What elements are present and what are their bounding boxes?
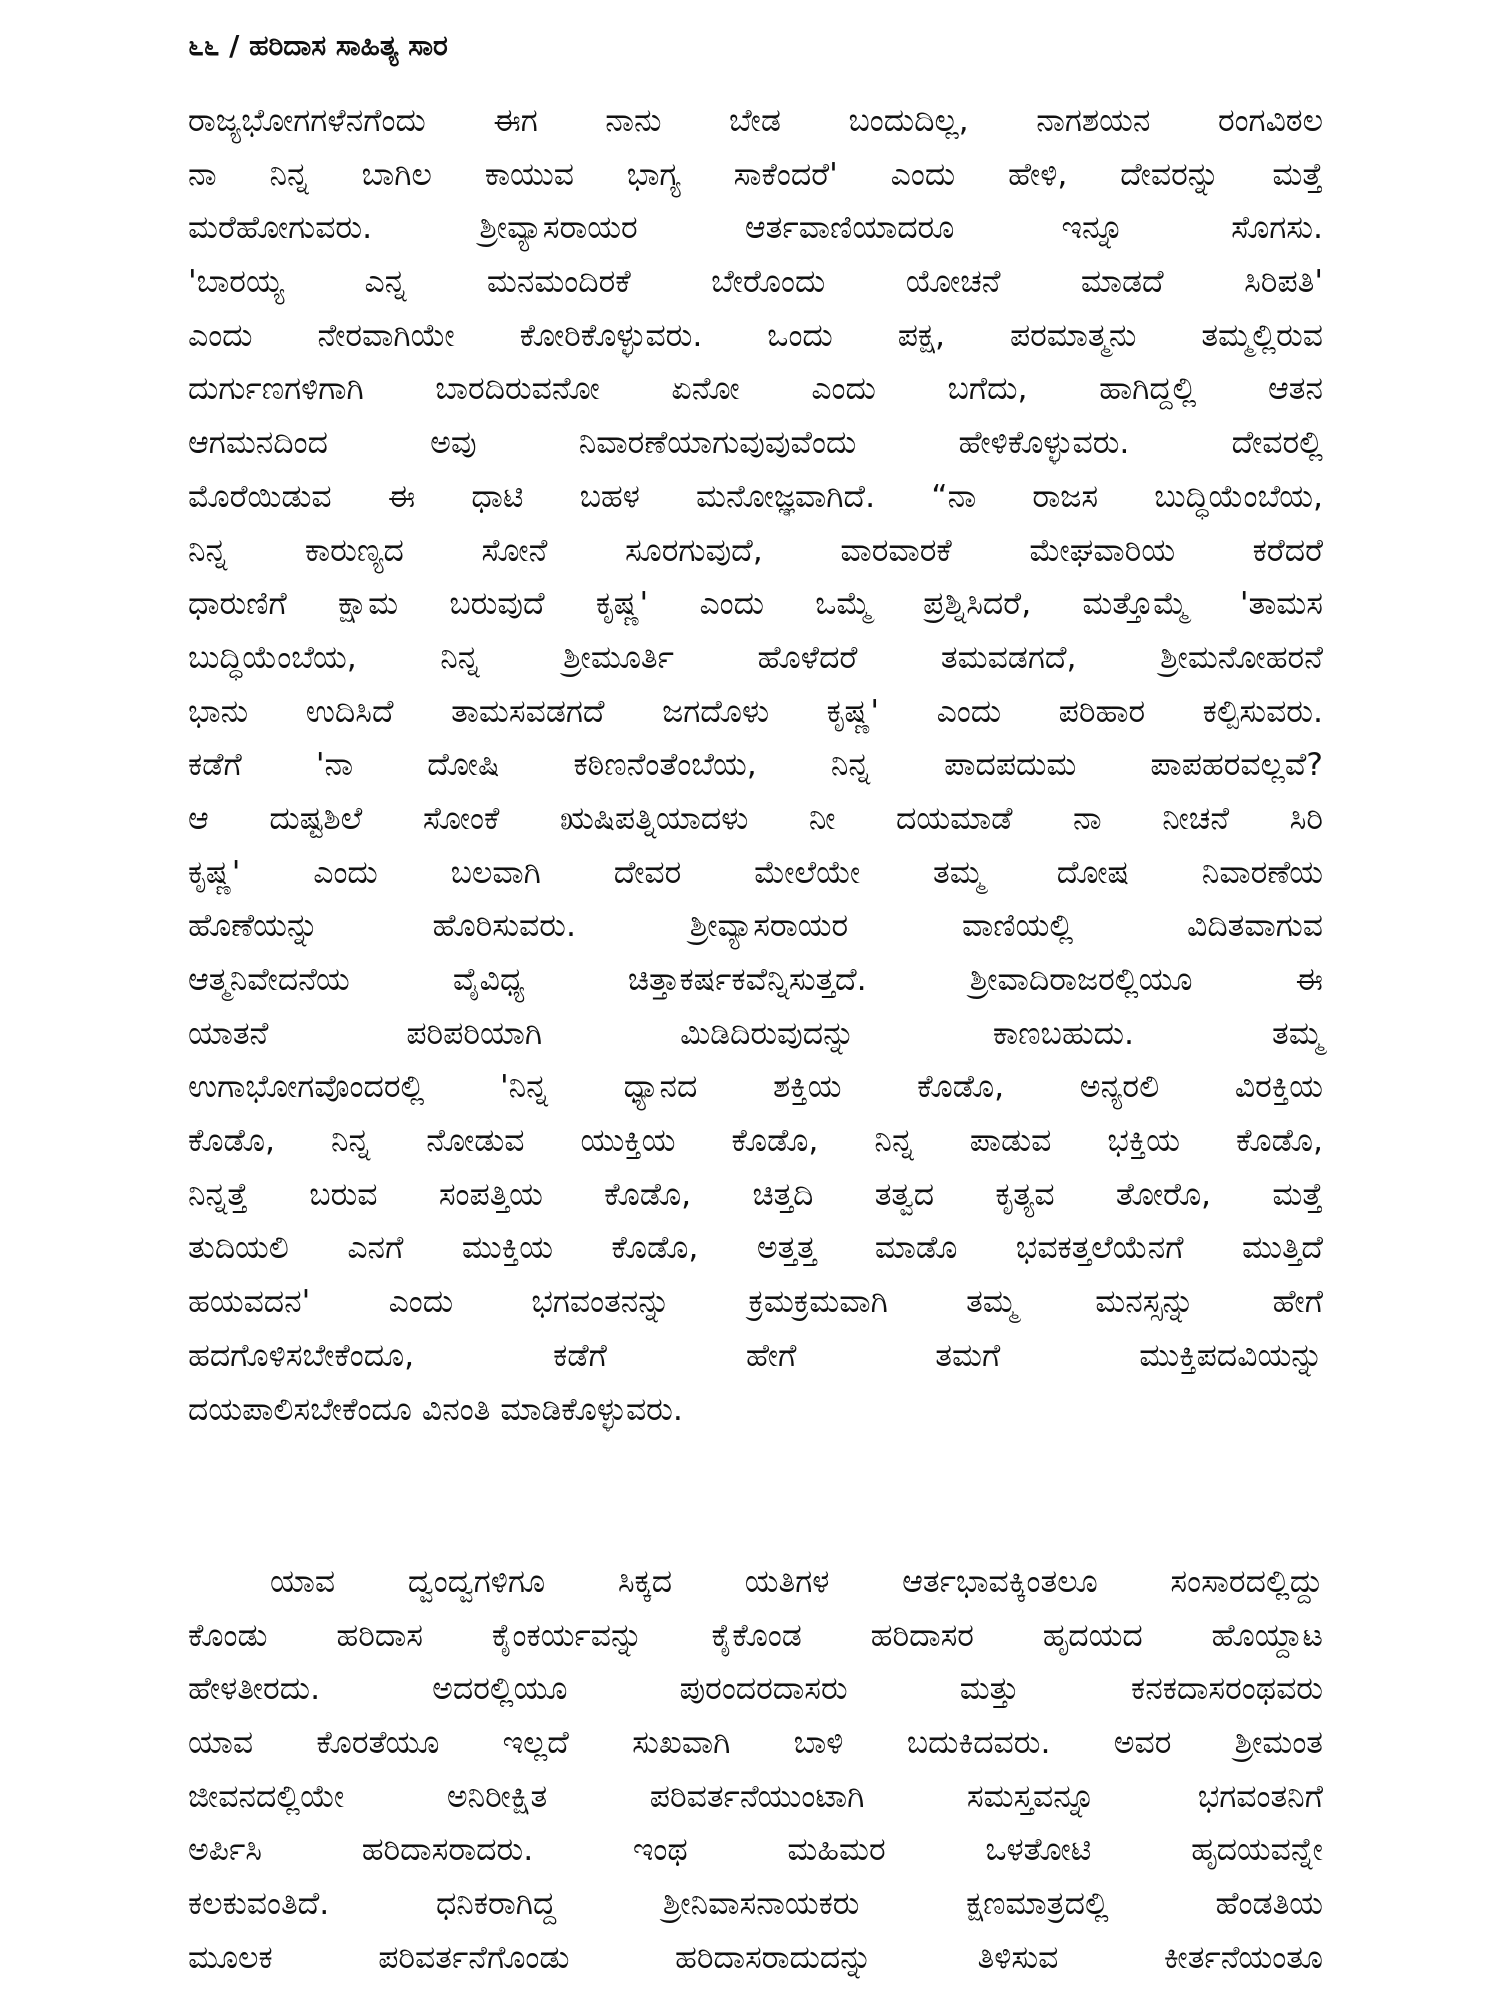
text-line: ಉಗಾಭೋಗವೊಂದರಲ್ಲಿ 'ನಿನ್ನ ಧ್ಯಾನದ ಶಕ್ತಿಯ ಕೊಡೊ, ಅನ್ಯರಲಿ ವಿರಕ್ತಿಯ bbox=[188, 1069, 1323, 1106]
text-line: ಆಗಮನದಿಂದ ಅವು ನಿವಾರಣೆಯಾಗುವುವುವೆಂದು ಹೇಳಿಕೊಳ್ಳುವರು. ದೇವರಲ್ಲಿ bbox=[188, 425, 1323, 462]
text-line: ಕೊಡೊ, ನಿನ್ನ ನೋಡುವ ಯುಕ್ತಿಯ ಕೊಡೊ, ನಿನ್ನ ಪಾಡುವ ಭಕ್ತಿಯ ಕೊಡೊ, bbox=[188, 1123, 1323, 1160]
text-line: ಬುದ್ಧಿಯೆಂಬೆಯ, ನಿನ್ನ ಶ್ರೀಮೂರ್ತಿ ಹೊಳೆದರೆ ತಮವಡಗದೆ, ಶ್ರೀಮನೋಹರನೆ bbox=[188, 639, 1323, 676]
text-line: ಕಡೆಗೆ 'ನಾ ದೋಷಿ ಕಠಿಣನೆಂತೆಂಬೆಯ, ನಿನ್ನ ಪಾದಪದುಮ ಪಾಪಹರವಲ್ಲವೆ? bbox=[188, 747, 1323, 784]
text-line: ಕೃಷ್ಣ' ಎಂದು ಬಲವಾಗಿ ದೇವರ ಮೇಲೆಯೇ ತಮ್ಮ ದೋಷ ನಿವಾರಣೆಯ bbox=[188, 854, 1323, 891]
text-line: ಭಾನು ಉದಿಸಿದೆ ತಾಮಸವಡಗದೆ ಜಗದೊಳು ಕೃಷ್ಣ' ಎಂದು ಪರಿಹಾರ ಕಲ್ಪಿಸುವರು. bbox=[188, 693, 1323, 730]
text-line: ಕಲಕುವಂತಿದೆ. ಧನಿಕರಾಗಿದ್ದ ಶ್ರೀನಿವಾಸನಾಯಕರು ಕ್ಷಣಮಾತ್ರದಲ್ಲಿ ಹೆಂಡತಿಯ bbox=[188, 1886, 1323, 1923]
text-line: ಜೀವನದಲ್ಲಿಯೇ ಅನಿರೀಕ್ಷಿತ ಪರಿವರ್ತನೆಯುಂಟಾಗಿ ಸಮಸ್ತವನ್ನೂ ಭಗವಂತನಿಗೆ bbox=[188, 1778, 1323, 1815]
running-head: ೬೬ / ಹರಿದಾಸ ಸಾಹಿತ್ಯ ಸಾರ bbox=[188, 29, 448, 62]
text-line: ಹೇಳತೀರದು. ಅದರಲ್ಲಿಯೂ ಪುರಂದರದಾಸರು ಮತ್ತು ಕನಕದಾಸರಂಥವರು bbox=[188, 1671, 1323, 1708]
text-line: ನಾ ನಿನ್ನ ಬಾಗಿಲ ಕಾಯುವ ಭಾಗ್ಯ ಸಾಕೆಂದರೆ' ಎಂದು ಹೇಳಿ, ದೇವರನ್ನು ಮತ್ತೆ bbox=[188, 156, 1323, 193]
text-line: ಎಂದು ನೇರವಾಗಿಯೇ ಕೋರಿಕೊಳ್ಳುವರು. ಒಂದು ಪಕ್ಷ, ಪರಮಾತ್ಮನು ತಮ್ಮಲ್ಲಿರುವ bbox=[188, 317, 1323, 354]
paragraph-2 bbox=[188, 1556, 1323, 1986]
text-line: ನಿನ್ನ ಕಾರುಣ್ಯದ ಸೋನೆ ಸೂರಗುವುದೆ, ವಾರವಾರಕೆ ಮೇಘವಾರಿಯ ಕರೆದರೆ bbox=[188, 532, 1323, 569]
text-line: ಹದಗೊಳಿಸಬೇಕೆಂದೂ, ಕಡೆಗೆ ಹೇಗೆ ತಮಗೆ ಮುಕ್ತಿಪದವಿಯನ್ನು bbox=[188, 1337, 1323, 1374]
text-line: ರಾಜ್ಯಭೋಗಗಳೆನಗೆಂದು ಈಗ ನಾನು ಬೇಡ ಬಂದುದಿಲ್ಲ, ನಾಗಶಯನ ರಂಗವಿಠಲ bbox=[188, 103, 1323, 139]
text-line: ಅರ್ಪಿಸಿ ಹರಿದಾಸರಾದರು. ಇಂಥ ಮಹಿಮರ ಒಳತೋಟಿ ಹೃದಯವನ್ನೇ bbox=[188, 1832, 1323, 1869]
text-line: ಹಯವದನ' ಎಂದು ಭಗವಂತನನ್ನು ಕ್ರಮಕ್ರಮವಾಗಿ ತಮ್ಮ ಮನಸ್ಸನ್ನು ಹೇಗೆ bbox=[188, 1284, 1323, 1321]
text-line: ಯಾತನೆ ಪರಿಪರಿಯಾಗಿ ಮಿಡಿದಿರುವುದನ್ನು ಕಾಣಬಹುದು. ತಮ್ಮ bbox=[188, 1015, 1323, 1052]
text-line: ಮೂಲಕ ಪರಿವರ್ತನೆಗೊಂಡು ಹರಿದಾಸರಾದುದನ್ನು ತಿಳಿಸುವ ಕೀರ್ತನೆಯಂತೂ bbox=[188, 1939, 1323, 1976]
text-line: ತುದಿಯಲಿ ಎನಗೆ ಮುಕ್ತಿಯ ಕೊಡೊ, ಅತ್ತತ್ತ ಮಾಡೊ ಭವಕತ್ತಲೆಯೆನಗೆ ಮುತ್ತಿದೆ bbox=[188, 1230, 1323, 1267]
text-line: ಆತ್ಮನಿವೇದನೆಯ ವೈವಿಧ್ಯ ಚಿತ್ತಾಕರ್ಷಕವೆನ್ನಿಸುತ್ತದೆ. ಶ್ರೀವಾದಿರಾಜರಲ್ಲಿಯೂ ಈ bbox=[188, 962, 1323, 998]
text-line: ಮೊರೆಯಿಡುವ ಈ ಧಾಟಿ ಬಹಳ ಮನೋಜ್ಞವಾಗಿದೆ. “ನಾ ರಾಜಸ ಬುದ್ಧಿಯೆಂಬೆಯ, bbox=[188, 478, 1323, 515]
text-line: 'ಬಾರಯ್ಯ ಎನ್ನ ಮನಮಂದಿರಕೆ ಬೇರೊಂದು ಯೋಚನೆ ಮಾಡದೆ ಸಿರಿಪತಿ' bbox=[188, 264, 1323, 301]
paragraph-1 bbox=[188, 95, 1323, 1437]
text-line: ನಿನ್ನತ್ತೆ ಬರುವ ಸಂಪತ್ತಿಯ ಕೊಡೊ, ಚಿತ್ತದಿ ತತ್ವದ ಕೃತ್ಯವ ತೋರೊ, ಮತ್ತೆ bbox=[188, 1176, 1323, 1213]
text-line: ದುರ್ಗುಣಗಳಿಗಾಗಿ ಬಾರದಿರುವನೋ ಏನೋ ಎಂದು ಬಗೆದು, ಹಾಗಿದ್ದಲ್ಲಿ ಆತನ bbox=[188, 371, 1323, 408]
text-line: ಹೊಣೆಯನ್ನು ಹೊರಿಸುವರು. ಶ್ರೀವ್ಯಾಸರಾಯರ ವಾಣಿಯಲ್ಲಿ ವಿದಿತವಾಗುವ bbox=[188, 908, 1323, 945]
text-line: ಧಾರುಣಿಗೆ ಕ್ಷಾಮ ಬರುವುದೆ ಕೃಷ್ಣ' ಎಂದು ಒಮ್ಮೆ ಪ್ರಶ್ನಿಸಿದರೆ, ಮತ್ತೊಮ್ಮೆ 'ತಾಮಸ bbox=[188, 586, 1323, 623]
text-line: ದಯಪಾಲಿಸಬೇಕೆಂದೂ ವಿನಂತಿ ಮಾಡಿಕೊಳ್ಳುವರು. bbox=[188, 1391, 683, 1428]
text-line: ಕೊಂಡು ಹರಿದಾಸ ಕೈಂಕರ್ಯವನ್ನು ಕೈಕೊಂಡ ಹರಿದಾಸರ ಹೃದಯದ ಹೊಯ್ದಾಟ bbox=[188, 1617, 1323, 1654]
text-line: ಆ ದುಷ್ಟಶಿಲೆ ಸೋಂಕೆ ಋಷಿಪತ್ನಿಯಾದಳು ನೀ ದಯಮಾಡೆ ನಾ ನೀಚನೆ ಸಿರಿ bbox=[188, 800, 1323, 837]
text-line: ಮರೆಹೋಗುವರು. ಶ್ರೀವ್ಯಾಸರಾಯರ ಆರ್ತವಾಣಿಯಾದರೂ ಇನ್ನೂ ಸೊಗಸು. bbox=[188, 210, 1323, 247]
text-line: ಯಾವ ಕೊರತೆಯೂ ಇಲ್ಲದೆ ಸುಖವಾಗಿ ಬಾಳಿ ಬದುಕಿದವರು. ಅವರ ಶ್ರೀಮಂತ bbox=[188, 1725, 1323, 1762]
text-line: ಯಾವ ದ್ವಂದ್ವಗಳಿಗೂ ಸಿಕ್ಕದ ಯತಿಗಳ ಆರ್ತಭಾವಕ್ಕಿಂತಲೂ ಸಂಸಾರದಲ್ಲಿದ್ದು bbox=[270, 1564, 1323, 1600]
